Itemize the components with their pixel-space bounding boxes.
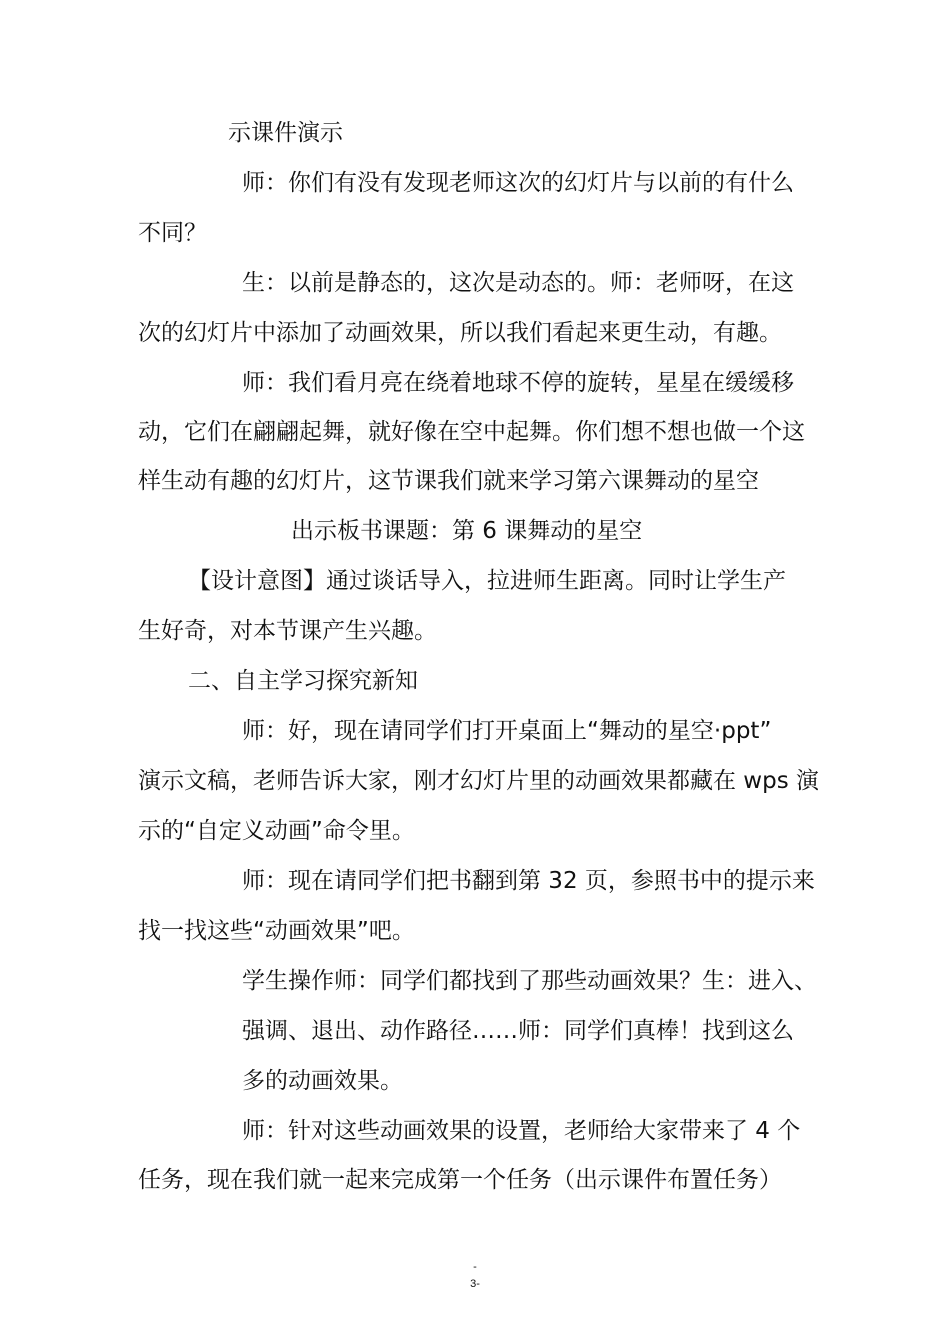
section-heading: 二、自主学习探究新知 [188, 668, 418, 694]
text-line: 生好奇，对本节课产生兴趣。 [138, 618, 437, 644]
text-line: 学生操作师：同学们都找到了那些动画效果？生：进入、 [242, 968, 817, 994]
footer-dash: - [473, 1261, 477, 1273]
text-line: 多的动画效果。 [242, 1068, 403, 1094]
text-line: 师：现在请同学们把书翻到第 32 页，参照书中的提示来 [242, 868, 815, 894]
text-line: 样生动有趣的幻灯片，这节课我们就来学习第六课舞动的星空 [138, 468, 759, 494]
text-line: 师：我们看月亮在绕着地球不停的旋转，星星在缓缓移 [242, 370, 794, 396]
text-line: 出示板书课题：第 6 课舞动的星空 [291, 518, 643, 544]
text-line: 强调、退出、动作路径……师：同学们真棒！找到这么 [242, 1018, 794, 1044]
text-line: 次的幻灯片中添加了动画效果，所以我们看起来更生动，有趣。 [138, 320, 782, 346]
text-line: 示的“自定义动画”命令里。 [138, 818, 415, 844]
page-number: 3- [470, 1278, 480, 1290]
text-line: 师：你们有没有发现老师这次的幻灯片与以前的有什么 [242, 170, 794, 196]
text-line: 不同？ [138, 220, 207, 246]
text-line: 演示文稿，老师告诉大家，刚才幻灯片里的动画效果都藏在 wps 演 [138, 768, 820, 794]
text-line: 师：好，现在请同学们打开桌面上“舞动的星空·ppt” [242, 718, 772, 744]
text-line: 生：以前是静态的，这次是动态的。师：老师呀，在这 [242, 270, 794, 296]
text-line: 任务，现在我们就一起来完成第一个任务（出示课件布置任务） [138, 1167, 782, 1193]
text-line: 【设计意图】通过谈话导入，拉进师生距离。同时让学生产 [188, 568, 786, 594]
text-line: 找一找这些“动画效果”吧。 [138, 918, 415, 944]
text-line: 示课件演示 [228, 120, 343, 146]
text-line: 动，它们在翩翩起舞，就好像在空中起舞。你们想不想也做一个这 [138, 419, 805, 445]
text-line: 师：针对这些动画效果的设置，老师给大家带来了 4 个 [242, 1118, 801, 1144]
